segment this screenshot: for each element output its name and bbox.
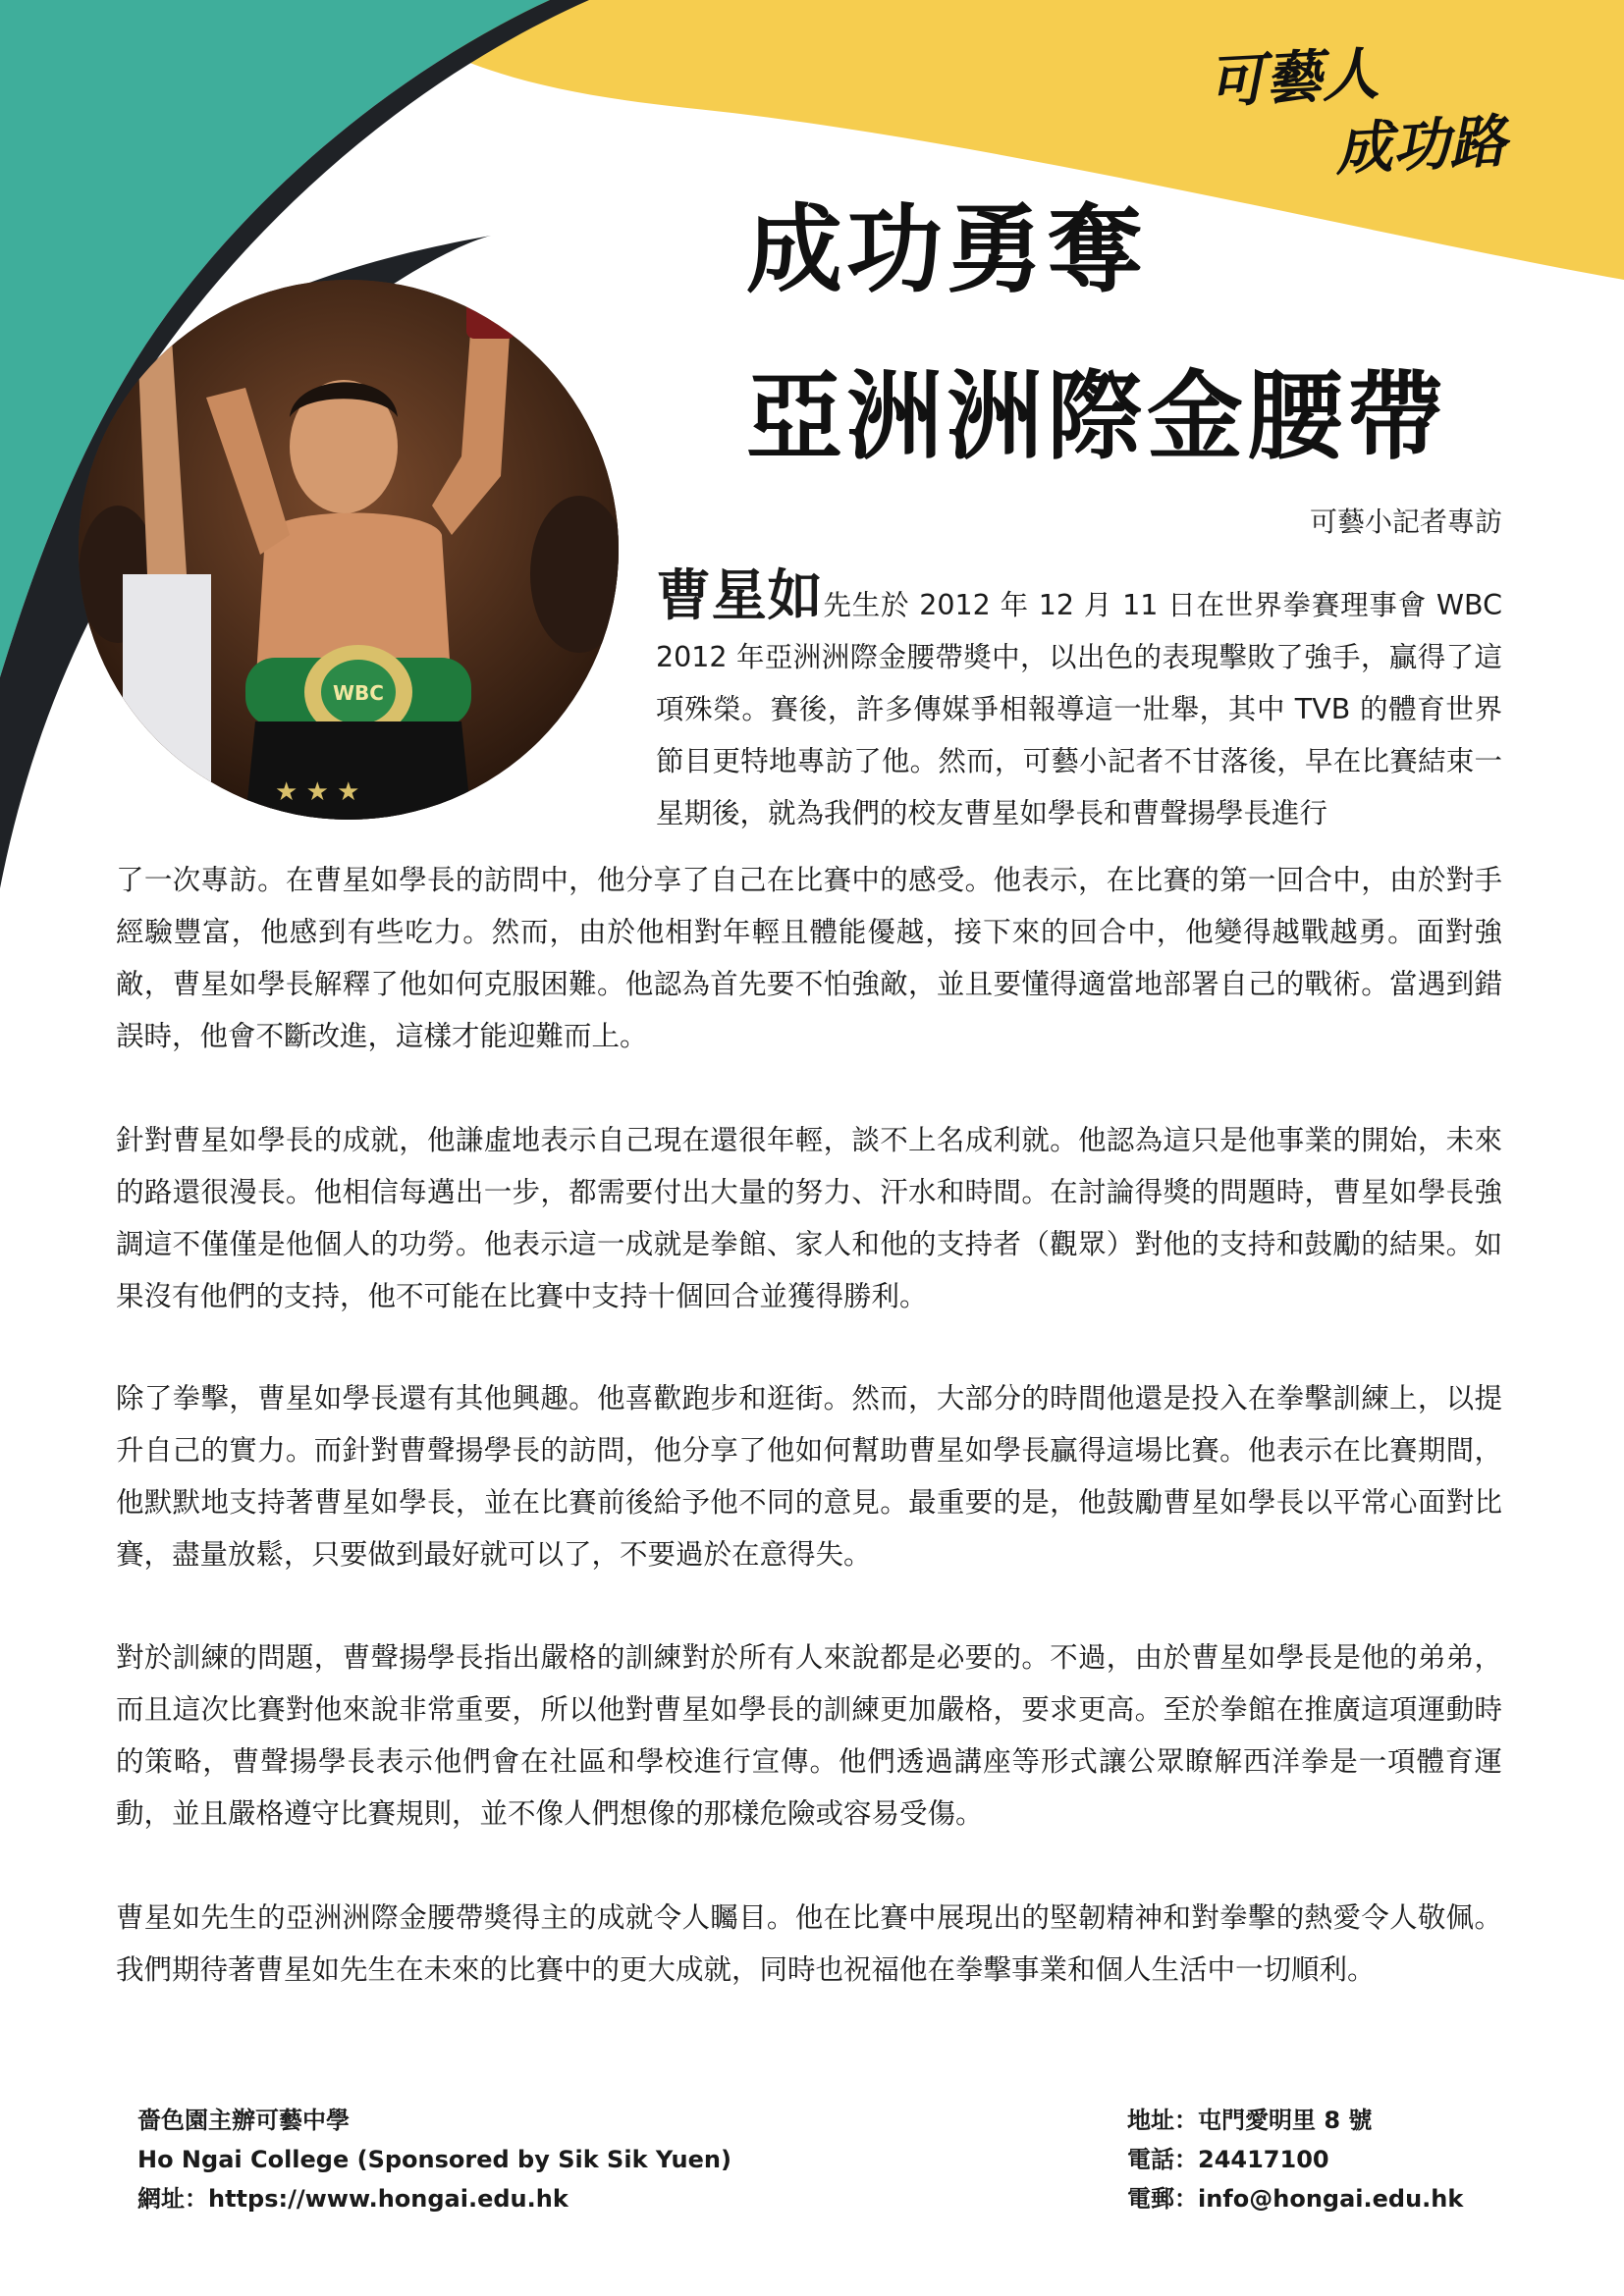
brand-line-1: 可藝人 bbox=[1206, 39, 1380, 116]
title-line-1: 成功勇奪 bbox=[746, 194, 1148, 306]
school-email[interactable]: 電郵：info@hongai.edu.hk bbox=[1127, 2185, 1464, 2213]
belt-label: WBC bbox=[333, 681, 384, 705]
paragraph-3 bbox=[116, 1372, 1502, 1580]
brand-line-2: 成功路 bbox=[1333, 107, 1508, 184]
lead-name: 曹星如 bbox=[656, 564, 824, 628]
school-address: 地址：屯門愛明里 8 號 bbox=[1127, 2107, 1373, 2134]
article-intro bbox=[656, 564, 1503, 839]
paragraph-4 bbox=[116, 1631, 1502, 1840]
paragraph-text: 曹星如先生的亞洲洲際金腰帶獎得主的成就令人矚目。他在比賽中展現出的堅韌精神和對拳擊的熱愛令人敬佩。我們期待著曹星如先生在未來的比賽中的更大成就，同時也祝福他在拳擊事業和個人生活中一切順利。 bbox=[116, 1901, 1502, 1986]
title-line-2: 亞洲洲際金腰帶 bbox=[746, 361, 1448, 473]
paragraph-text: 針對曹星如學長的成就，他謙虛地表示自己現在還很年輕，談不上名成利就。他認為這只是他事業的開始，未來的路還很漫長。他相信每邁出一步，都需要付出大量的努力、汗水和時間。在討論得獎的問題時，曹星如學長強調這不僅僅是他個人的功勞。他表示這一成就是拳館、家人和他的支持者（觀眾）對他的支持和鼓勵的結果。如果沒有他們的支持，他不可能在比賽中支持十個回合並獲得勝利。 bbox=[116, 1124, 1502, 1312]
byline: 可藝小記者專訪 bbox=[1309, 506, 1502, 538]
paragraph-2 bbox=[116, 1114, 1502, 1322]
paragraph-5 bbox=[116, 1892, 1502, 1996]
paragraph-text: 除了拳擊，曹星如學長還有其他興趣。他喜歡跑步和逛街。然而，大部分的時間他還是投入在拳擊訓練上，以提升自己的實力。而針對曹聲揚學長的訪問，他分享了他如何幫助曹星如學長贏得這場比賽。他表示在比賽期間，他默默地支持著曹星如學長，並在比賽前後給予他不同的意見。最重要的是，他鼓勵曹星如學長以平常心面對比賽，盡量放鬆，只要做到最好就可以了，不要過於在意得失。 bbox=[116, 1382, 1502, 1571]
school-phone: 電話：24417100 bbox=[1127, 2146, 1329, 2173]
school-website[interactable]: 網址：https://www.hongai.edu.hk bbox=[137, 2185, 568, 2213]
boxer-photo bbox=[79, 280, 619, 820]
footer-school-info bbox=[137, 2101, 731, 2218]
svg-text:★ ★ ★: ★ ★ ★ bbox=[275, 777, 360, 807]
paragraph-text: 了一次專訪。在曹星如學長的訪問中，他分享了自己在比賽中的感受。他表示，在比賽的第一回合中，由於對手經驗豐富，他感到有些吃力。然而，由於他相對年輕且體能優越，接下來的回合中，他變得越戰越勇。面對強敵，曹星如學長解釋了他如何克服困難。他認為首先要不怕強敵，並且要懂得適當地部署自己的戰術。當遇到錯誤時，他會不斷改進，這樣才能迎難而上。 bbox=[116, 864, 1502, 1052]
boxer-illustration bbox=[79, 280, 619, 820]
school-name-cn: 嗇色園主辦可藝中學 bbox=[137, 2107, 350, 2134]
footer-contact-info bbox=[1127, 2101, 1463, 2218]
paragraph-text: 對於訓練的問題，曹聲揚學長指出嚴格的訓練對於所有人來說都是必要的。不過，由於曹星如學長是他的弟弟，而且這次比賽對他來說非常重要，所以他對曹星如學長的訓練更加嚴格，要求更高。至於拳館在推廣這項運動時的策略，曹聲揚學長表示他們會在社區和學校進行宣傳。他們透過講座等形式讓公眾瞭解西洋拳是一項體育運動，並且嚴格遵守比賽規則，並不像人們想像的那樣危險或容易受傷。 bbox=[116, 1641, 1502, 1830]
paragraph-1-continued bbox=[116, 854, 1502, 1062]
brand-slogan bbox=[1206, 39, 1508, 184]
intro-paragraph bbox=[656, 564, 1503, 839]
school-name-en: Ho Ngai College (Sponsored by Sik Sik Yuen) bbox=[137, 2146, 731, 2173]
intro-text: 先生於 2012 年 12 月 11 日在世界拳賽理事會 WBC 2012 年亞洲洲際金腰帶獎中，以出色的表現擊敗了強手，贏得了這項殊榮。賽後，許多傳媒爭相報導這一壯舉，其中 TVB 的體育世界節目更特地專訪了他。然而，可藝小記者不甘落後，早在比賽結束一星期後，就為我們的校友曹星如學長和曹聲揚學長進行 bbox=[656, 589, 1503, 829]
